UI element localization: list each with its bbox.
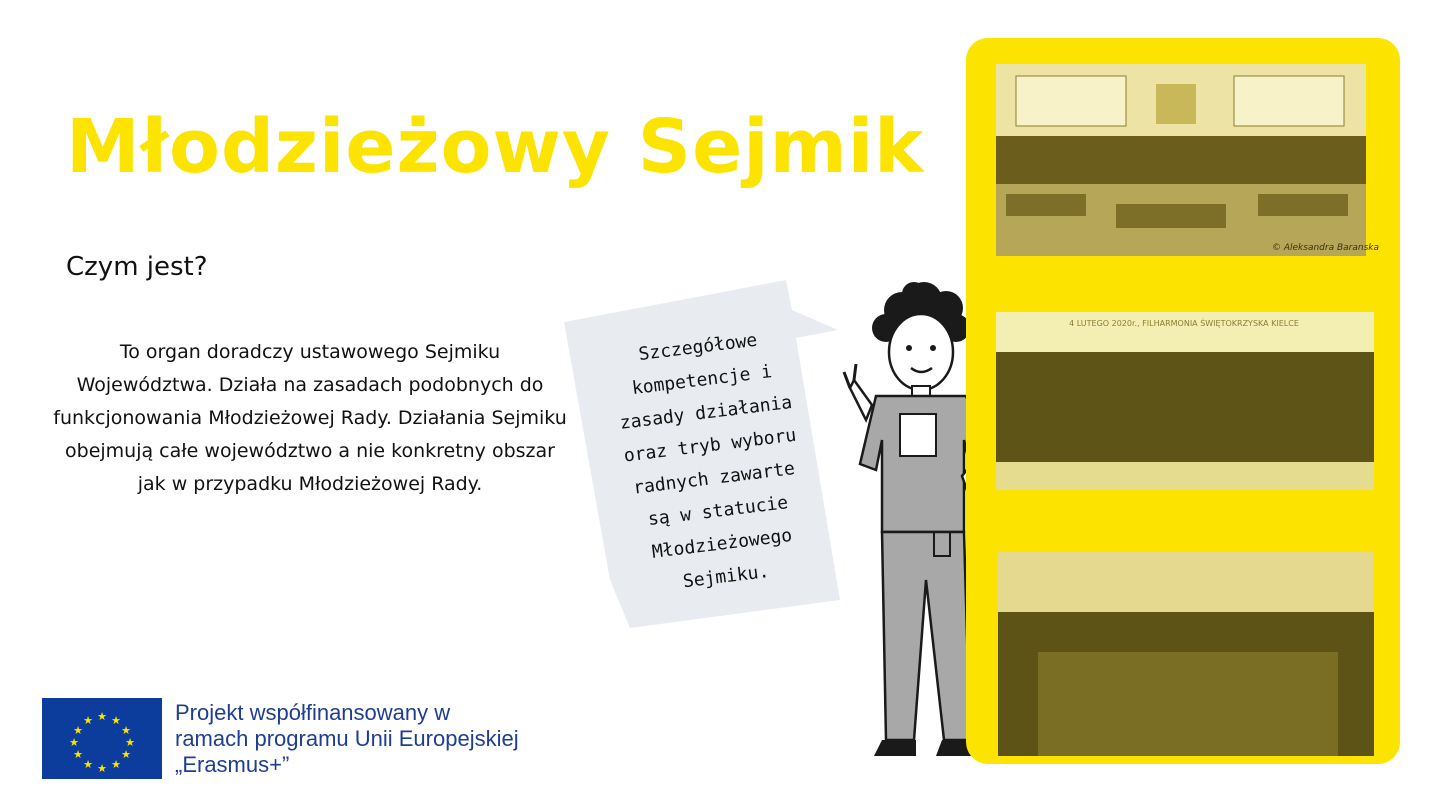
svg-text:★: ★	[73, 748, 83, 761]
photo-group-staircase	[998, 552, 1374, 756]
bubble-line: oraz tryb wyboru	[622, 424, 798, 467]
bubble-line: zasady działania	[618, 391, 794, 434]
svg-text:★: ★	[111, 758, 121, 771]
photo2-caption: 4 LUTEGO 2020r., FILHARMONIA ŚWIĘTOKRZYSKA KIELCE	[1069, 319, 1299, 328]
svg-text:★: ★	[111, 714, 121, 727]
eu-text-line: ramach programu Unii Europejskiej	[175, 726, 519, 751]
bubble-line: Sejmiku.	[681, 560, 771, 593]
photo-philharmonic	[996, 312, 1374, 490]
eu-funding-text	[175, 700, 519, 778]
photo-assembly-hall	[996, 64, 1379, 256]
eu-flag-icon	[42, 698, 162, 779]
svg-text:★: ★	[83, 758, 93, 771]
svg-text:★: ★	[83, 714, 93, 727]
svg-text:★: ★	[125, 736, 135, 749]
svg-text:★: ★	[121, 724, 131, 737]
bubble-line: Szczegółowe	[637, 329, 759, 366]
description-text: To organ doradczy ustawowego Sejmiku Województwa. Działa na zasadach podobnych do funkcjonowania Młodzieżowej Rady. Działania Sejmiku obejmują całe województwo a nie konkretny obszar jak w przypadku Młodzieżowej Rady.	[53, 341, 567, 495]
svg-text:★: ★	[121, 748, 131, 761]
photo1-caption: © Aleksandra Baranska	[1272, 243, 1379, 253]
bubble-line: kompetencje i	[630, 361, 774, 400]
eu-funding-box	[42, 690, 564, 784]
bubble-line: Młodzieżowego	[650, 524, 794, 563]
eu-text-line: „Erasmus+”	[175, 752, 290, 777]
svg-text:★: ★	[97, 762, 107, 775]
svg-text:★: ★	[69, 736, 79, 749]
section-heading: Czym jest?	[66, 252, 208, 282]
eu-text-line: Projekt współfinansowany w	[175, 700, 451, 725]
bubble-line: są w statucie	[646, 492, 790, 531]
svg-text:★: ★	[73, 724, 83, 737]
bubble-line: radnych zawarte	[632, 458, 796, 499]
page-title: Młodzieżowy Sejmik	[66, 104, 925, 190]
svg-text:★: ★	[97, 710, 107, 723]
speech-bubble-text	[597, 319, 828, 605]
